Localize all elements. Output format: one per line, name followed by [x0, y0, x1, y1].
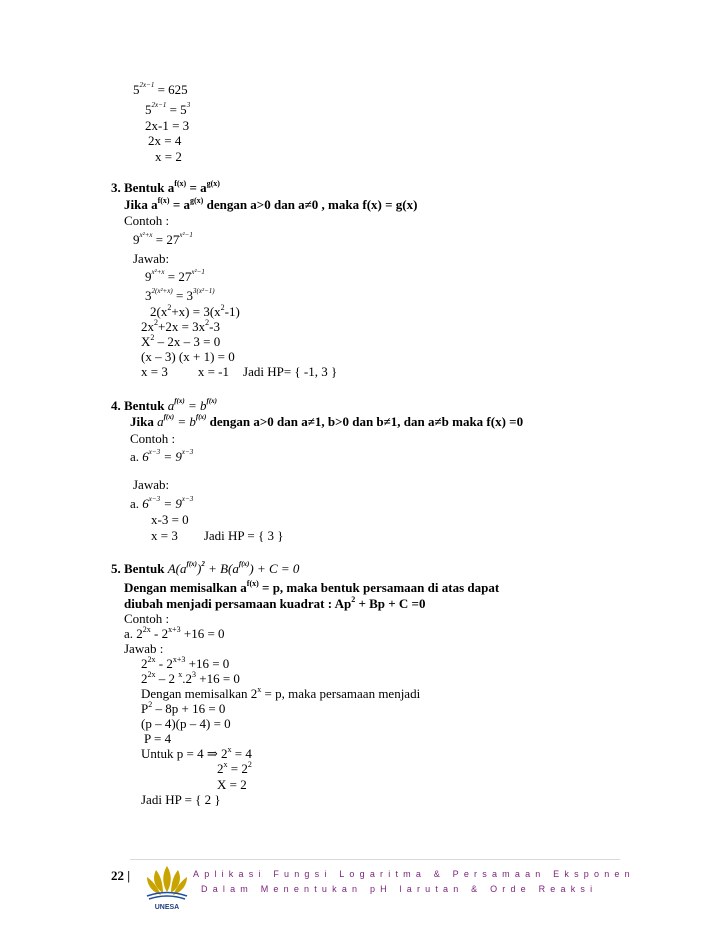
rule-text: Dengan memisalkan $a^{f(x)} = p$, maka bentuk persamaan di atas dapat [124, 579, 500, 595]
eq-line: 2x-1 = 3 [145, 118, 190, 133]
footer-title-line1: Aplikasi Fungsi Logaritma & Persamaan Eksponen [193, 869, 635, 879]
eq-line: x = 3 x = -1 Jadi HP= { -1, 3 } [141, 364, 338, 379]
eq-line: a. $6^{x-3} = 9^{x-3}$ [130, 448, 194, 464]
eq-line: $P^2 - 8p + 16 = 0$ [141, 700, 226, 716]
eq-line: P = 4 [144, 731, 172, 746]
eq-line: $5^{2x-1} = 5^3$ [145, 101, 191, 117]
eq-line: $2x^2+2x = 3x^2-3$ [141, 318, 221, 334]
eq-line: $5^{2x-1} = 625$ [133, 81, 188, 97]
eq-line: $2^x = 2^2$ [217, 760, 252, 776]
contoh-label: Contoh : [124, 213, 170, 228]
contoh-label: Contoh : [124, 611, 170, 626]
eq-line: x = 2 [155, 149, 182, 164]
eq-line: (x – 3) (x + 1) = 0 [141, 349, 235, 364]
eq-line: Jadi HP = { 2 } [141, 792, 221, 807]
svg-text:UNESA: UNESA [154, 904, 180, 911]
section-heading: 4. Bentuk $a^{f(x)} = b^{f(x)}$ [111, 397, 217, 413]
eq-line: a. $2^{2x} - 2^{x+3} +16 = 0$ [124, 625, 225, 641]
eq-line: x-3 = 0 [151, 512, 189, 527]
rule-text: Jika $a^{f(x)} = a^{g(x)}$ dengan a>0 dan a≠0 , maka f(x) = g(x) [124, 196, 418, 212]
eq-line: Dengan memisalkan $2^x = p$, maka persamaan menjadi [141, 685, 421, 701]
eq-line: a. $6^{x-3} = 9^{x-3}$ [130, 495, 194, 511]
eq-line: X = 2 [217, 777, 247, 792]
jawab-label: Jawab: [133, 251, 170, 266]
contoh-label: Contoh : [130, 431, 176, 446]
eq-line: (p – 4)(p – 4) = 0 [141, 716, 231, 731]
footer-divider [130, 859, 620, 860]
jawab-label: Jawab : [124, 641, 164, 656]
eq-line: $2(x^2+x) = 3(x^2-1)$ [150, 303, 240, 319]
rule-text: diubah menjadi persamaan kuadrat : $Ap^2 + Bp + C =0$ [124, 595, 426, 611]
unesa-logo-icon [141, 862, 193, 914]
eq-line: $X^2 - 2x - 3 = 0$ [141, 333, 221, 349]
eq-line: $2^{2x} - 2^{x+3} +16 = 0$ [141, 655, 230, 671]
section-heading: 5. Bentuk $A(a^{f(x)})^2 + B(a^{f(x)}) + C = 0$ [111, 560, 300, 576]
eq-line: 2x = 4 [148, 133, 182, 148]
eq-line: x = 3 Jadi HP = { 3 } [151, 528, 284, 543]
eq-line: $2^{2x} - 2$ $^x.2^3 +16 = 0$ [141, 670, 240, 686]
footer-title-line2: Dalam Menentukan pH larutan & Orde Reaksi [201, 884, 598, 894]
eq-line: Untuk p = 4 ⇒ $2^x = 4$ [141, 745, 252, 761]
jawab-label: Jawab: [133, 477, 170, 492]
eq-line: $9^{x^2+x} = 27^{x^2-1}$ [145, 268, 205, 284]
section-heading: 3. Bentuk $a^{f(x)} = a^{g(x)}$ [111, 179, 220, 195]
rule-text: Jika $a^{f(x)} = b^{f(x)}$ dengan a>0 dan a≠1, b>0 dan b≠1, dan a≠b maka f(x) =0 [130, 413, 524, 429]
page-number: 22 | [111, 868, 131, 883]
eq-line: $9^{x^2+x} = 27^{x^2-1}$ [133, 231, 193, 247]
eq-line: $3^{2(x^2+x)} = 3^{3(x^2-1)}$ [145, 287, 215, 303]
